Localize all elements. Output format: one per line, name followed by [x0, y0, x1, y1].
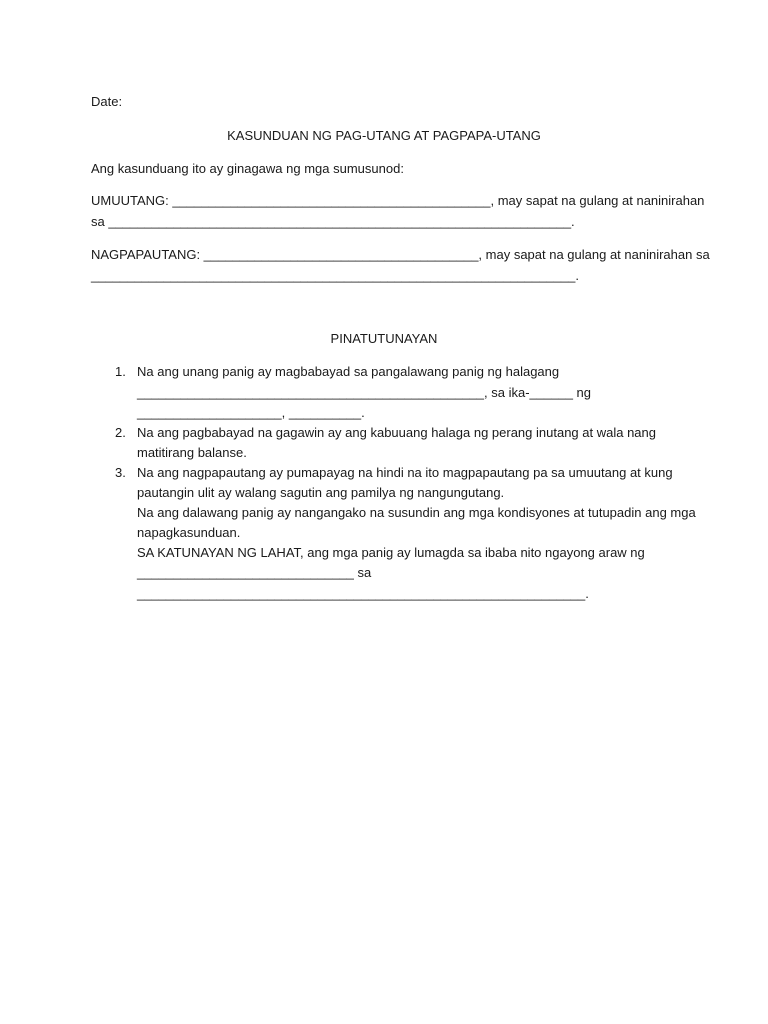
- document-title: KASUNDUAN NG PAG-UTANG AT PAGPAPA-UTANG: [227, 128, 541, 143]
- lender-line-2: ___________________________________________________________________.: [91, 268, 580, 283]
- list-item-line: ________________________________________________, sa ika-______ ng: [137, 385, 592, 400]
- list-item-number: 1.: [115, 364, 126, 379]
- list-item-line: napagkasunduan.: [137, 525, 241, 540]
- list-item-line: ____________________, __________.: [137, 405, 365, 420]
- section-heading: PINATUTUNAYAN: [330, 331, 438, 346]
- list-item-line: Na ang dalawang panig ay nangangako na susundin ang mga kondisyones at tutupadin ang mga: [137, 505, 696, 520]
- list-item-line: Na ang nagpapautang ay pumapayag na hindi na ito magpapautang pa sa umuutang at kung: [137, 465, 673, 480]
- list-item-line: Na ang pagbabayad na gagawin ay ang kabuuang halaga ng perang inutang at wala nang: [137, 425, 656, 440]
- list-item-line: pautangin ulit ay walang sagutin ang pamilya ng nangungutang.: [137, 485, 505, 500]
- lender-line-1: NAGPAPAUTANG: ______________________________________, may sapat na gulang at naninirahan sa: [91, 247, 710, 262]
- list-item-line: ______________________________________________________________.: [137, 586, 589, 601]
- date-label: Date:: [91, 94, 123, 109]
- list-item-number: 3.: [115, 465, 126, 480]
- list-item-line: Na ang unang panig ay magbabayad sa pangalawang panig ng halagang: [137, 364, 560, 379]
- list-item-line: SA KATUNAYAN NG LAHAT, ang mga panig ay lumagda sa ibaba nito ngayong araw ng: [137, 545, 645, 560]
- intro-text: Ang kasunduang ito ay ginagawa ng mga sumusunod:: [91, 161, 404, 176]
- borrower-line-2: sa ________________________________________________________________.: [91, 214, 575, 229]
- borrower-line-1: UMUUTANG: ____________________________________________, may sapat na gulang at naninirahan: [91, 193, 705, 208]
- list-item-number: 2.: [115, 425, 126, 440]
- list-item-line: ______________________________ sa: [137, 565, 372, 580]
- list-item-line: matitirang balanse.: [137, 445, 247, 460]
